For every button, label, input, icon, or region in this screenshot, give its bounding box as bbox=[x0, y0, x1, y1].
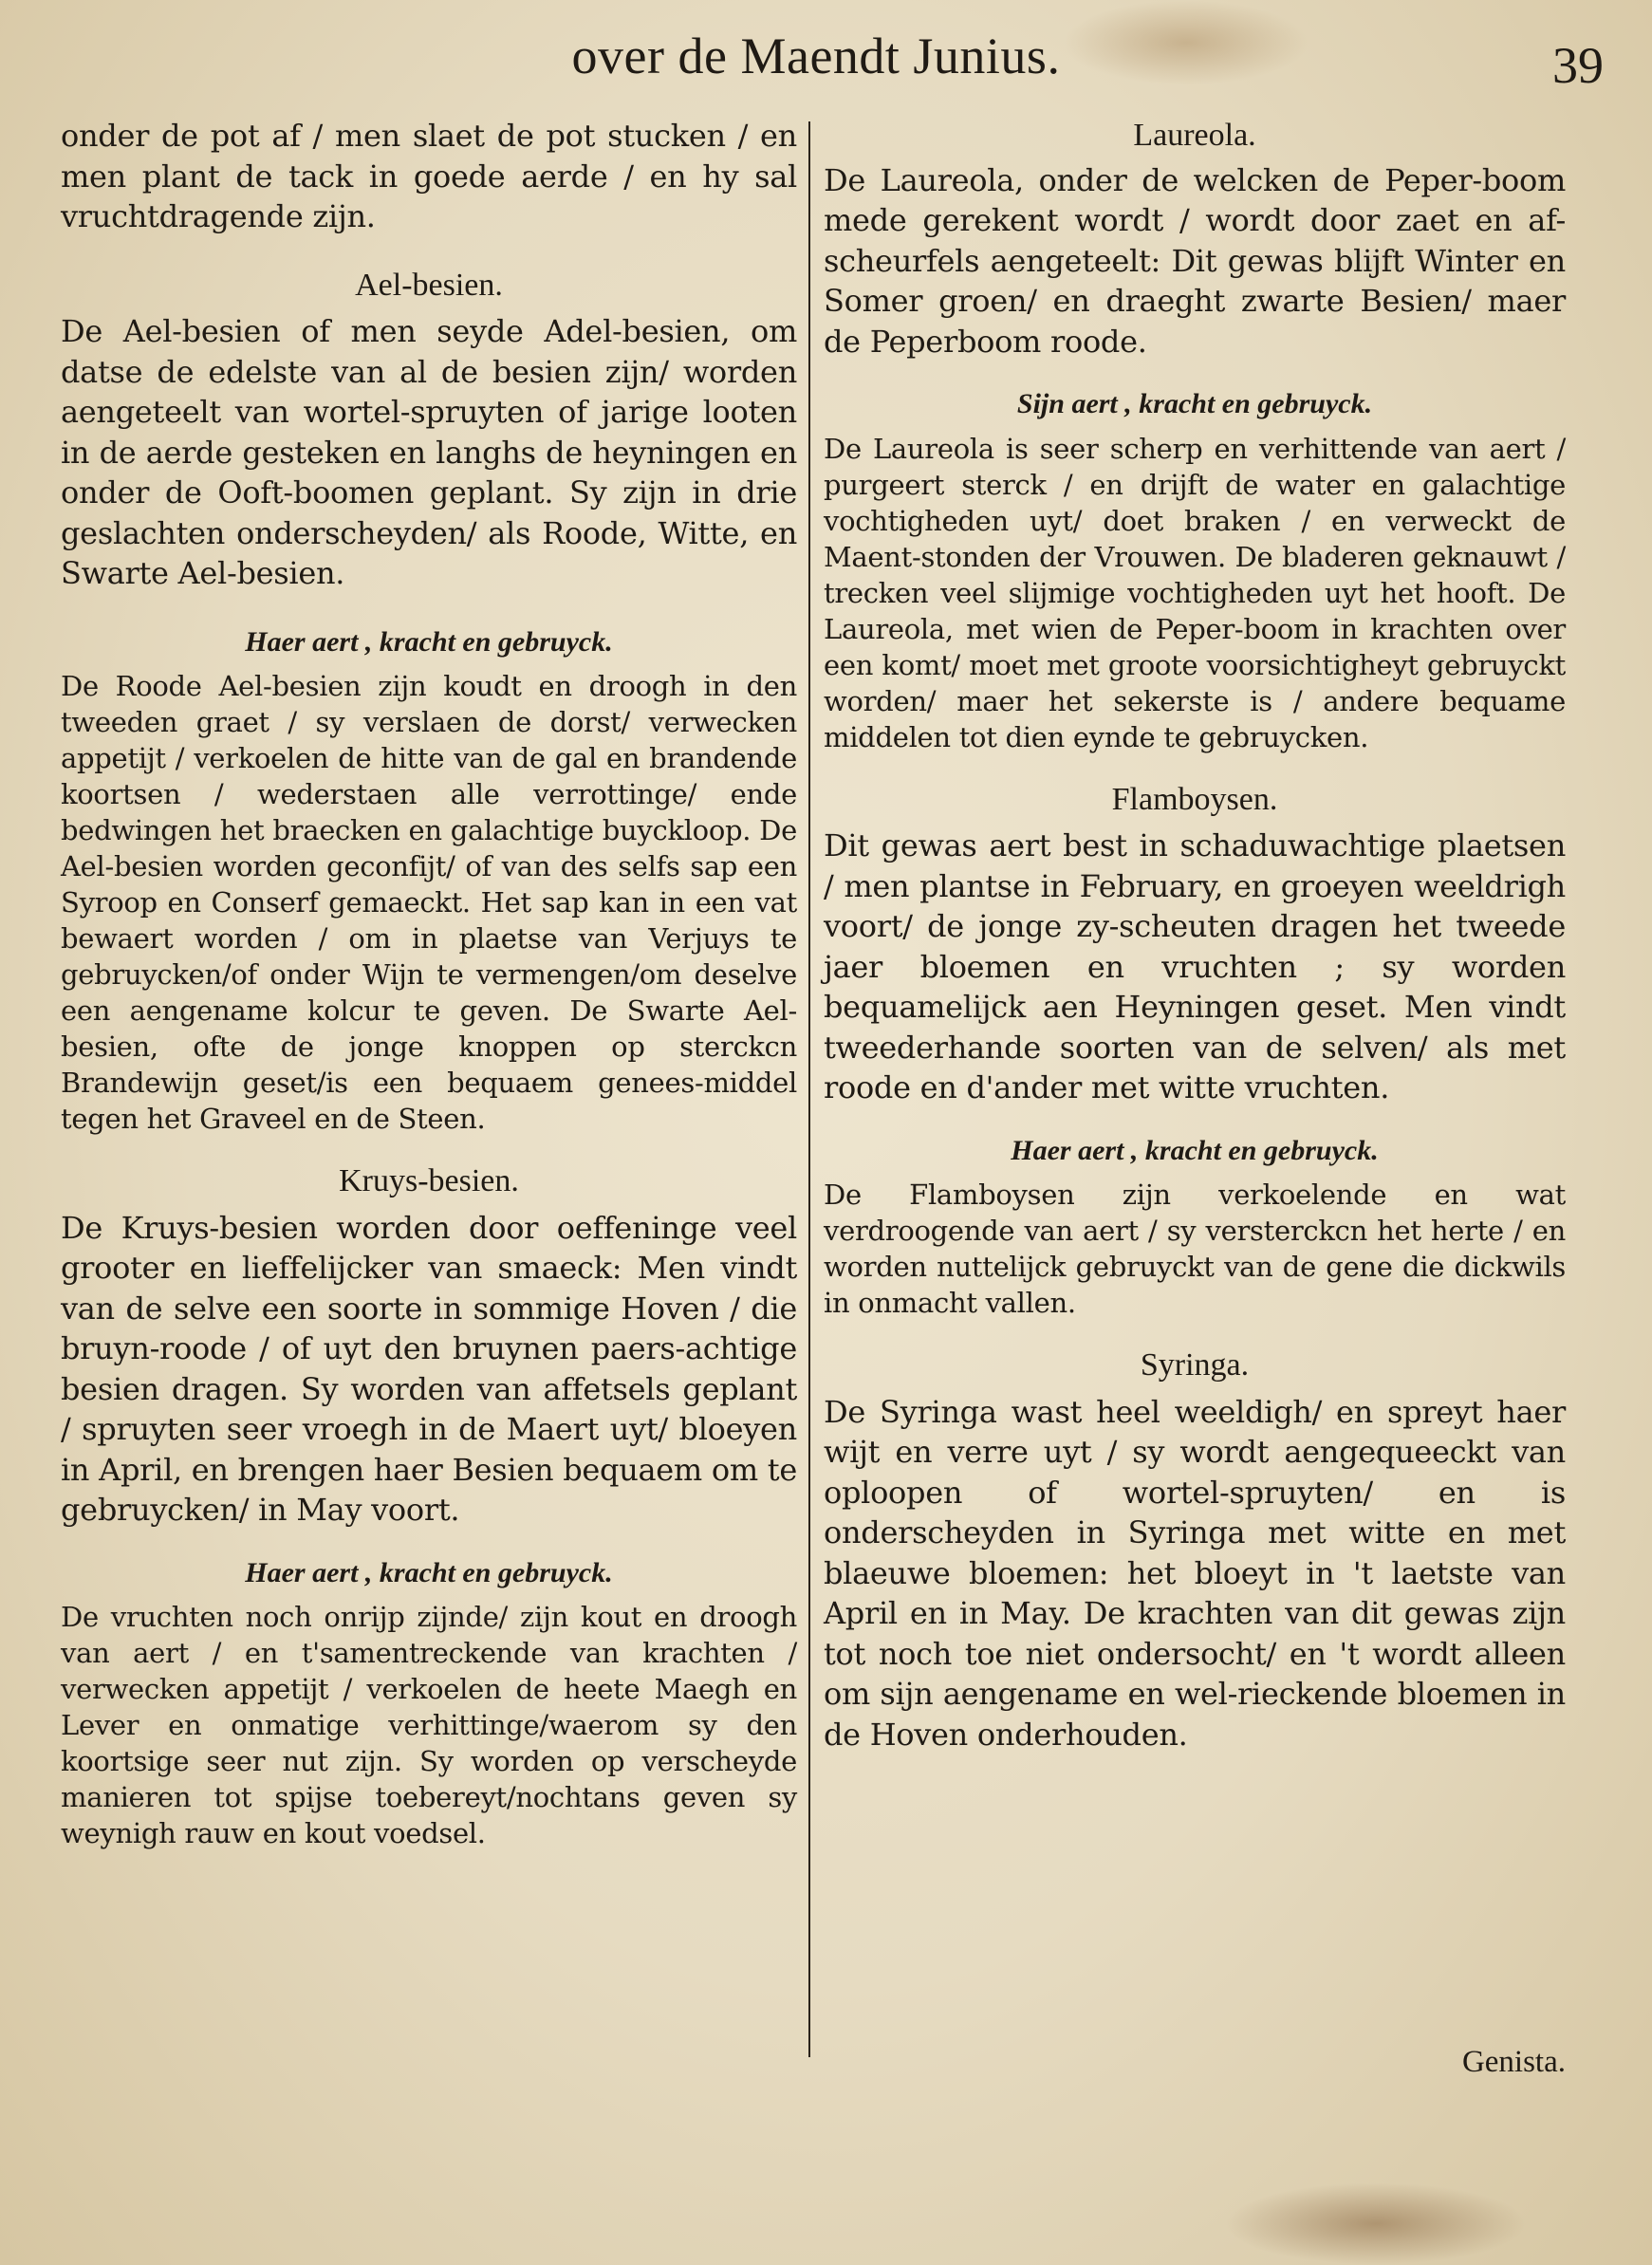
page-number: 39 bbox=[1552, 37, 1604, 94]
laureola-virtues-paragraph: De Laureola is seer scherp en verhittende van aert / purgeert sterck / en drijft de water en galachtige vochtigheden uyt/ doet braken / en verweckt de Maent-stonden der Vrouwen. De bladeren geknauwt / trecken veel slijmige vochtigheden uyt het hooft. De Laureola, met wien de Peper-boom in krachten over een komt/ moet met groote voorsichtigheyt gebruyckt worden/ maer het sekerste is / andere bequame middelen tot dien eynde te gebruycken. bbox=[824, 432, 1566, 753]
kruysbesien-paragraph: De Kruys-besien worden door oeffeninge veel grooter en lieffelijcker van smaeck: Men vindt van de selve een soorte in sommige Hoven / die bruyn-roode / of uyt den bruynen paers-achtige besien dragen. Sy worden van affetsels geplant / spruyten seer vroegh in de Maert uyt/ bloeyen in April, en brengen haer Besien bequaem om te gebruycken/ in May voort. bbox=[61, 1209, 797, 1528]
right-column bbox=[824, 116, 1566, 1754]
column-divider bbox=[808, 121, 810, 2057]
section-heading-syringa: Syringa. bbox=[1140, 1347, 1250, 1383]
flamboysen-subheading: Haer aert , kracht en gebruyck. bbox=[1011, 1134, 1379, 1166]
laureola-paragraph: De Laureola, onder de welcken de Peper-boom mede gerekent wordt / wordt door zaet en af-scheurfels aengeteelt: Dit gewas blijft Winter en Somer groen/ en draeght zwarte Besien/ maer de Peperboom roode. bbox=[824, 161, 1566, 360]
intro-paragraph: onder de pot af / men slaet de pot stucken / en men plant de tack in goede aerde / en hy sal vruchtdragende zijn. bbox=[61, 118, 797, 234]
aelbesien-paragraph: De Ael-besien of men seyde Adel-besien, om datse de edelste van al de besien zijn/ worden aengeteelt van wortel-spruyten of jarige looten in de aerde gesteken en langhs de heyningen en onder de Ooft-boomen geplant. Sy zijn in drie geslachten onderscheyden/ als Roode, Witte, en Swarte Ael-besien. bbox=[61, 313, 797, 591]
section-heading-kruysbesien: Kruys-besien. bbox=[339, 1163, 519, 1198]
catchword: Genista. bbox=[1461, 2045, 1566, 2079]
flamboysen-virtues-paragraph: De Flamboysen zijn verkoelende en wat verdroogende van aert / sy versterckcn het herte / en worden nuttelijck gebruyckt van de gene die dickwils in onmacht vallen. bbox=[824, 1179, 1566, 1319]
section-heading-aelbesien: Ael-besien. bbox=[355, 267, 503, 303]
kruysbesien-virtues-paragraph: De vruchten noch onrijp zijnde/ zijn kout en droogh van aert / en t'samentreckende van krachten / verwecken appetijt / verkoelen de heete Maegh en Lever en onmatige verhittinge/waerom sy den koortsige seer nut zijn. Sy worden op verscheyde manieren tot spijse toebereyt/nochtans geven sy weynigh rauw en kout voedsel. bbox=[61, 1601, 797, 1849]
left-column bbox=[61, 116, 797, 1851]
section-heading-laureola: Laureola. bbox=[1133, 118, 1256, 153]
paper-stain-bottom bbox=[1224, 2182, 1528, 2265]
aelbesien-virtues-paragraph: De Roode Ael-besien zijn koudt en droogh in den tweeden graet / sy verslaen de dorst/ verwecken appetijt / verkoelen de hitte van de gal en brandende koortsen / wederstaen alle verrottinge/ ende bedwingen het braecken en galachtige buyckloop. De Ael-besien worden geconfijt/ of van des selfs sap een Syroop en Conserf gemaeckt. Het sap kan in een vat bewaert worden / om in plaetse van Verjuys te gebruycken/of onder Wijn te vermengen/om deselve een aengename kolcur te geven. De Swarte Ael-besien, ofte de jonge knoppen op sterckcn Brandewijn geset/is een bequaem genees-middel tegen het Graveel en de Steen. bbox=[61, 670, 797, 1135]
section-heading-flamboysen: Flamboysen. bbox=[1111, 781, 1278, 817]
running-header: over de Maendt Junius. bbox=[571, 28, 1061, 84]
kruysbesien-subheading: Haer aert , kracht en gebruyck. bbox=[245, 1556, 613, 1588]
syringa-paragraph: De Syringa wast heel weeldigh/ en spreyt haer wijt en verre uyt / sy wordt aengequeeckt van oploopen of wortel-spruyten/ en is onderscheyden in Syringa met witte en met blaeuwe bloemen: het bloeyt in 't laetste van April en in May. De krachten van dit gewas zijn tot noch toe niet ondersocht/ en 't wordt alleen om sijn aengename en wel-rieckende bloemen in de Hoven onderhouden. bbox=[824, 1393, 1566, 1753]
flamboysen-paragraph: Dit gewas aert best in schaduwachtige plaetsen / men plantse in February, en groeyen weeldrigh voort/ de jonge zy-scheuten dragen het tweede jaer bloemen en vruchten ; sy worden bequamelijck aen Heyningen geset. Men vindt tweederhande soorten van de selven/ als met roode en d'ander met witte vruchten. bbox=[824, 827, 1566, 1105]
aelbesien-subheading: Haer aert , kracht en gebruyck. bbox=[245, 625, 613, 658]
laureola-subheading: Sijn aert , kracht en gebruyck. bbox=[1016, 388, 1373, 419]
